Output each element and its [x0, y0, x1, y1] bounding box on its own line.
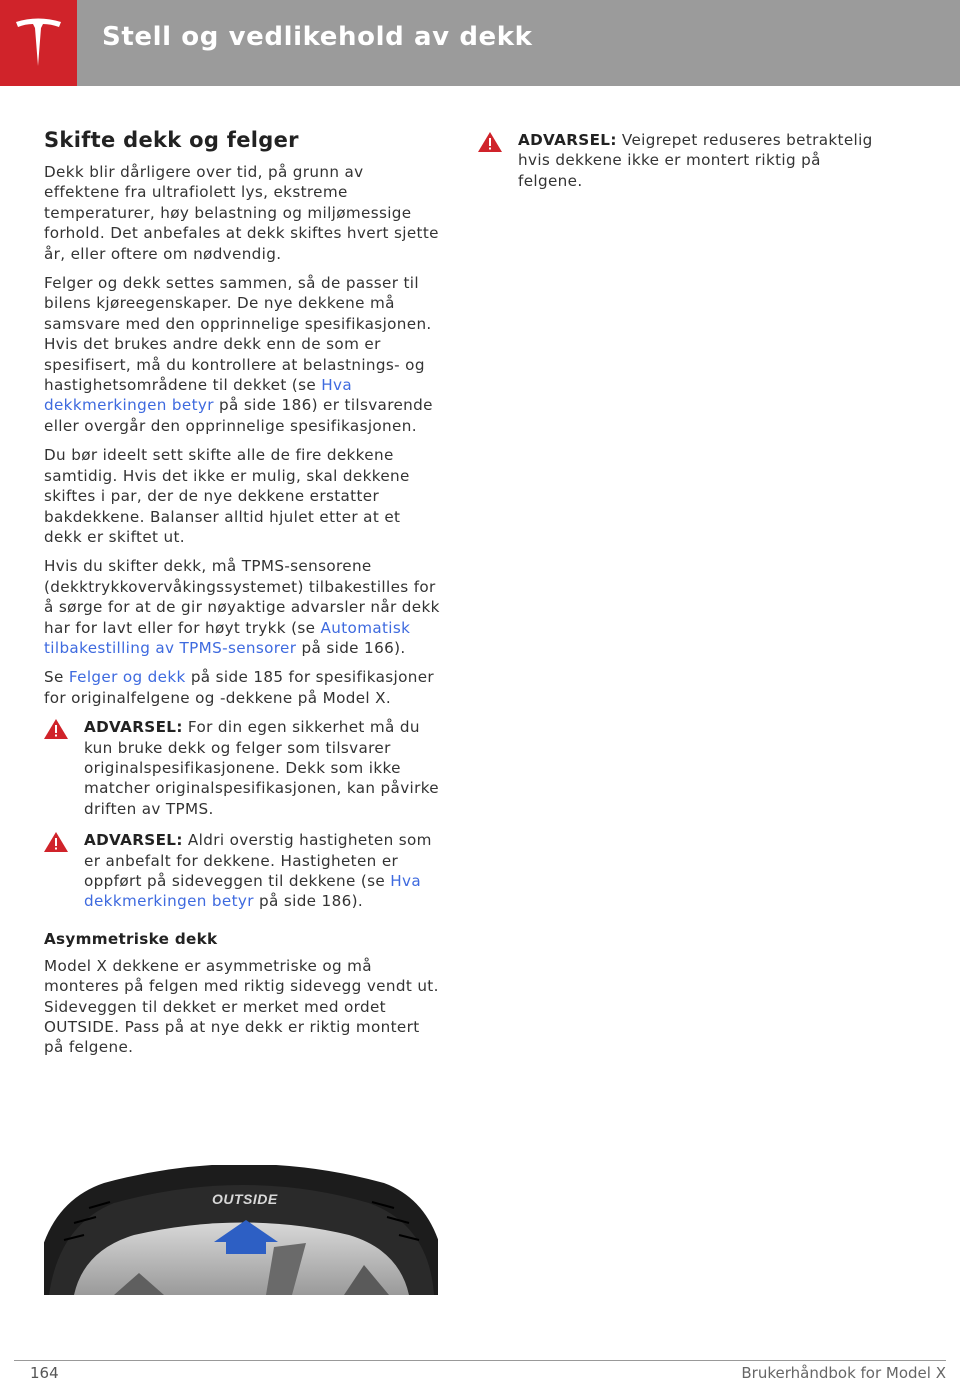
subheading-asymmetric: Asymmetriske dekk	[44, 929, 218, 948]
warning-triangle-icon	[44, 832, 68, 852]
page-title: Stell og vedlikehold av dekk	[102, 22, 533, 52]
warning-1-body: For din egen sikkerhet må du kun bruke dekk og felger som tilsvarer originalspesifikasjonene. Dekk som ikke matcher originalspesifikasjonen, kan påvirke driften av TPMS.	[84, 718, 440, 818]
warning-3-text	[518, 130, 878, 191]
page-header	[0, 0, 960, 86]
left-column	[44, 128, 440, 1067]
warning-2-body-a: Aldri overstig hastigheten som er anbefalt for dekkene. Hastigheten er oppført på sideveggen til dekkene (se	[84, 831, 432, 890]
warning-1	[44, 717, 440, 819]
link-tire-markings[interactable]: Hva dekkmerkingen betyr	[44, 376, 352, 415]
tire-illustration-svg	[44, 1165, 438, 1295]
warning-2-text	[84, 830, 440, 912]
paragraph-5-text-a: Se	[44, 668, 69, 687]
warning-2	[44, 830, 440, 912]
paragraph-4-text-b: på side 166).	[296, 638, 406, 657]
paragraph-5-text-b: på side 185 for spesifikasjoner for originalfelgene og -dekkene på Model X.	[44, 668, 434, 707]
paragraph-4	[44, 556, 440, 658]
link-tpms-reset[interactable]: Automatisk tilbakestilling av TPMS-sensorer	[44, 618, 411, 657]
section-heading: Skifte dekk og felger	[44, 128, 299, 152]
warning-1-text	[84, 717, 440, 819]
paragraph-5	[44, 667, 440, 708]
paragraph-3: Du bør ideelt sett skifte alle de fire dekkene samtidig. Hvis det ikke er mulig, skal dekkene skiftes i par, der de nye dekkene erstatter bakdekkene. Balanser alltid hjulet etter at et dekk er skiftet ut.	[44, 446, 410, 546]
warning-2-body-b: på side 186).	[253, 892, 364, 911]
tesla-logo-box	[0, 0, 77, 86]
warning-3-label: ADVARSEL:	[518, 131, 617, 149]
paragraph-1: Dekk blir dårligere over tid, på grunn av effektene fra ultrafiolett lys, ekstreme temperaturer, høy belastning og miljømessige forhold. Det anbefales at dekk skiftes hvert sjette år, eller oftere om nødvendig.	[44, 163, 439, 263]
link-wheels-tires[interactable]: Felger og dekk	[68, 668, 186, 687]
paragraph-4-text-a: Hvis du skifter dekk, må TPMS-sensorene (dekktrykkovervåkingssystemet) tilbakestilles for å sørge for at de gir nøyaktige advarsler når dekk har for lavt eller for høyt trykk (se	[44, 557, 440, 637]
page-number: 164	[30, 1364, 59, 1382]
paragraph-2-text-b: på side 186) er tilsvarende eller overgår den opprinnelige spesifikasjonen.	[44, 396, 433, 435]
warning-triangle-icon	[478, 132, 502, 152]
link-tire-markings-2[interactable]: Hva dekkmerkingen betyr	[84, 872, 422, 911]
warning-3	[478, 130, 878, 191]
warning-1-label: ADVARSEL:	[84, 718, 183, 737]
paragraph-2-text-a: Felger og dekk settes sammen, så de passer til bilens kjøreegenskaper. De nye dekkene må samsvare med den opprinnelige spesifikasjonen. Hvis det brukes andre dekk enn de som er spesifisert, må du kontrollere at belastnings- og hastighetsområdene til dekket (se	[44, 274, 432, 395]
warning-2-label: ADVARSEL:	[84, 831, 183, 850]
tesla-logo-icon	[14, 16, 63, 70]
footer-divider	[14, 1360, 946, 1361]
tire-outside-label: OUTSIDE	[212, 1191, 278, 1207]
tire-illustration	[44, 1165, 438, 1295]
right-column	[478, 130, 878, 202]
warning-triangle-icon	[44, 719, 68, 739]
manual-title: Brukerhåndbok for Model X	[741, 1364, 946, 1382]
warning-3-body: Veigrepet reduseres betraktelig hvis dekkene ikke er montert riktig på felgene.	[518, 131, 873, 190]
paragraph-6: Model X dekkene er asymmetriske og må monteres på felgen med riktig sidevegg vendt ut. Sideveggen til dekket er merket med ordet OUTSIDE. Pass på at nye dekk er riktig montert på felgene.	[44, 956, 439, 1057]
paragraph-2	[44, 273, 440, 436]
